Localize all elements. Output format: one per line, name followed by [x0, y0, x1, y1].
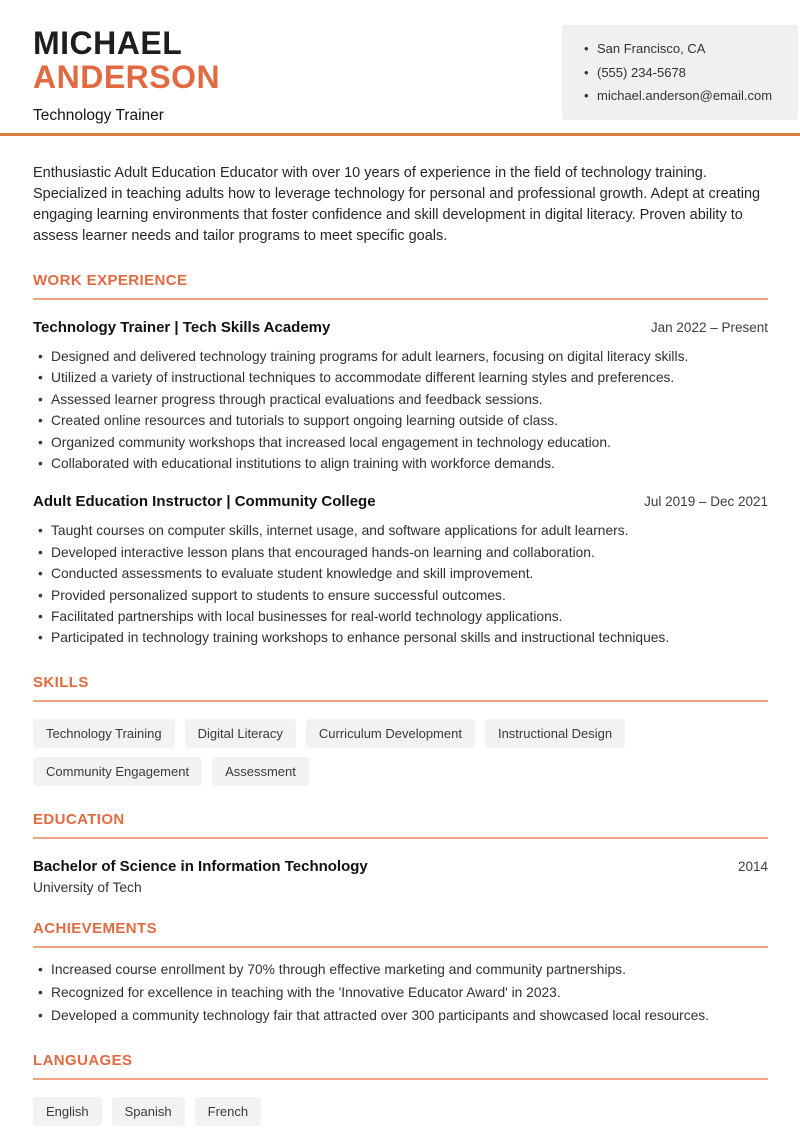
job-bullet: • Participated in technology training workshops to enhance personal skills and instructional techniques. [33, 627, 768, 648]
contact-phone: • (555) 234-5678 [584, 61, 784, 85]
job-bullet: • Utilized a variety of instructional techniques to accommodate different learning styles and preferences. [33, 367, 768, 388]
first-name: MICHAEL [33, 25, 183, 61]
job-bullet: • Designed and delivered technology training programs for adult learners, focusing on digital literacy skills. [33, 346, 768, 367]
job-bullet: • Assessed learner progress through practical evaluations and feedback sessions. [33, 389, 768, 410]
education-degree: Bachelor of Science in Information Technology [33, 857, 368, 875]
section-divider [33, 946, 768, 948]
languages-pill-list [33, 1097, 768, 1126]
contact-card [562, 25, 798, 120]
job-bullet: • Conducted assessments to evaluate student knowledge and skill improvement. [33, 563, 768, 584]
skill-pill: Technology Training [33, 719, 175, 748]
section-title-languages: LANGUAGES [33, 1051, 133, 1069]
job-header [33, 319, 768, 336]
education-entry [33, 858, 768, 895]
header-divider [0, 133, 800, 136]
achievement-bullet: • Increased course enrollment by 70% through effective marketing and community partnerships. [33, 958, 768, 981]
skills-pill-list [33, 719, 768, 786]
job-bullet-list [33, 346, 768, 474]
resume-content [0, 163, 800, 1126]
section-divider [33, 700, 768, 702]
education-school: University of Tech [33, 879, 142, 895]
section-title-education: EDUCATION [33, 810, 125, 828]
job-bullet: • Created online resources and tutorials to support ongoing learning outside of class. [33, 410, 768, 431]
achievements-list [33, 958, 768, 1027]
job-bullet: • Collaborated with educational institutions to align training with workforce demands. [33, 453, 768, 474]
skill-pill: Community Engagement [33, 757, 202, 786]
skill-pill: Curriculum Development [306, 719, 475, 748]
section-title-skills: SKILLS [33, 673, 89, 691]
education-header [33, 858, 768, 875]
contact-location: • San Francisco, CA [584, 37, 784, 61]
section-title-achievements: ACHIEVEMENTS [33, 919, 157, 937]
language-pill: English [33, 1097, 102, 1126]
contact-email: • michael.anderson@email.com [584, 84, 784, 108]
job-bullet: • Developed interactive lesson plans that encouraged hands-on learning and collaboration. [33, 542, 768, 563]
job-entry-title: Technology Trainer | Tech Skills Academy [33, 319, 331, 336]
section-title-work-experience: WORK EXPERIENCE [33, 272, 188, 289]
achievement-bullet: • Developed a community technology fair that attracted over 300 participants and showcased local resources. [33, 1004, 768, 1027]
job-entry-dates: Jan 2022 – Present [650, 320, 768, 335]
language-pill: French [195, 1097, 261, 1126]
skill-pill: Instructional Design [485, 719, 625, 748]
job-title: Technology Trainer [33, 107, 164, 124]
achievement-bullet: • Recognized for excellence in teaching with the 'Innovative Educator Award' in 2023. [33, 981, 768, 1004]
job-bullet: • Taught courses on computer skills, internet usage, and software applications for adult learners. [33, 520, 768, 541]
language-pill: Spanish [112, 1097, 185, 1126]
last-name: ANDERSON [33, 59, 221, 95]
skill-pill: Digital Literacy [185, 719, 296, 748]
job-entry-dates: Jul 2019 – Dec 2021 [644, 494, 768, 510]
job-bullet: • Facilitated partnerships with local businesses for real-world technology applications. [33, 606, 768, 627]
skill-pill: Assessment [212, 757, 309, 786]
job-bullet-list [33, 520, 768, 648]
summary-paragraph: Enthusiastic Adult Education Educator with over 10 years of experience in the field of technology training. Specialized in teaching adults how to leverage technology for personal and professional growth. Adept at creating engaging learning environments that foster confidence and skill development in digital literacy. Proven ability to assess learner needs and tailor programs to meet specific goals. [33, 165, 761, 244]
section-divider [33, 837, 768, 839]
education-year: 2014 [737, 858, 768, 874]
job-entry [33, 493, 768, 648]
contact-list [584, 37, 784, 108]
job-bullet: • Provided personalized support to students to ensure successful outcomes. [33, 585, 768, 606]
resume-header [0, 0, 800, 133]
job-entry-title: Adult Education Instructor | Community College [33, 493, 376, 511]
job-header [33, 493, 768, 510]
section-divider [33, 298, 768, 300]
job-bullet: • Organized community workshops that increased local engagement in technology education. [33, 432, 768, 453]
job-entry [33, 319, 768, 474]
section-divider [33, 1078, 768, 1080]
